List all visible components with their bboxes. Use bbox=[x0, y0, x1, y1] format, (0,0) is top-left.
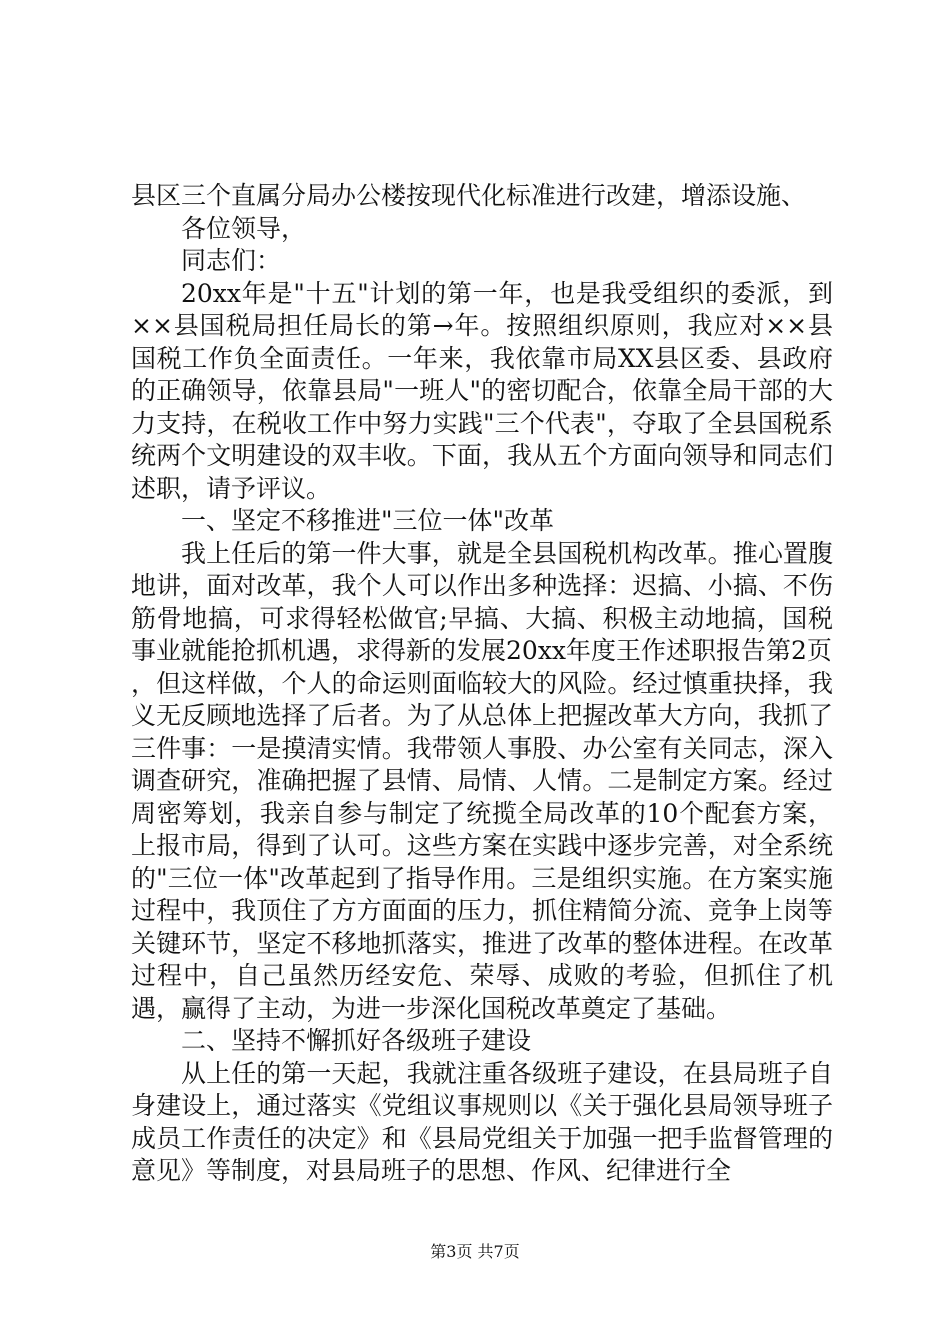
paragraph-continuation: 县区三个直属分局办公楼按现代化标准进行改建，增添设施、 bbox=[131, 181, 807, 210]
paragraph-reform-choice: 我上任后的第一件大事，就是全县国税机构改革。推心置腹地讲，面对改革，我个人可以作出多种选择：迟搞、小搞、不伤筋骨地搞，可求得轻松做官;早搞、大搞、积极主动地搞，国税事业就能抢抓机遇，求得新的发展20xx年度王作述职报告第2页 bbox=[131, 538, 833, 665]
paragraph-reform-details: ，但这样做，个人的命运则面临较大的风险。经过慎重抉择，我义无反顾地选择了后者。为了从总体上把握改革大方向，我抓了三件事：一是摸清实情。我带领人事股、办公室有关同志，深入调查研究，准确把握了县情、局情、人情。二是制定方案。经过周密筹划，我亲自参与制定了统揽全局改革的10个配套方案，上报市局，得到了认可。这些方案在实践中逐步完善，对全系统的"三位一体"改革起到了指导作用。三是组织实施。在方案实施过程中，我顶住了方方面面的压力，抓住精简分流、竞争上岗等关键环节，坚定不移地抓落实，推进了改革的整体进程。在改革过程中，自己虽然历经安危、荣辱、成败的考验，但抓住了机遇，赢得了主动，为进一步深化国税改革奠定了基础。 bbox=[131, 668, 833, 1023]
document-body bbox=[131, 180, 833, 1188]
section-heading-team-building: 二、坚持不懈抓好各级班子建设 bbox=[181, 1026, 532, 1055]
paragraph-intro: 20xx年是"十五"计划的第一年，也是我受组织的委派，到××县国税局担任局长的第→年。按照组织原则，我应对××县国税工作负全面责任。一年来，我依靠市局XX县区委、县政府的正确领导，依靠县局"一班人"的密切配合，依靠全局干部的大力支持，在税收工作中努力实践"三个代表"，夺取了全县国税系统两个文明建设的双丰收。下面，我从五个方面向领导和同志们述职，请予评议。 bbox=[131, 278, 833, 503]
paragraph-team-building: 从上任的第一天起，我就注重各级班子建设，在县局班子自身建设上，通过落实《党组议事规则以《关于强化县局领导班子成员工作责任的决定》和《县局党组关于加强一把手监督管理的意见》等制度，对县局班子的思想、作风、纪律进行全 bbox=[131, 1058, 833, 1185]
page-footer bbox=[0, 1241, 950, 1263]
section-heading-reform: 一、坚定不移推进"三位一体"改革 bbox=[181, 506, 554, 535]
salutation-leaders: 各位领导， bbox=[181, 213, 307, 243]
salutation-comrades: 同志们： bbox=[181, 246, 282, 275]
page-number-label: 第3页 共7页 bbox=[430, 1242, 520, 1261]
